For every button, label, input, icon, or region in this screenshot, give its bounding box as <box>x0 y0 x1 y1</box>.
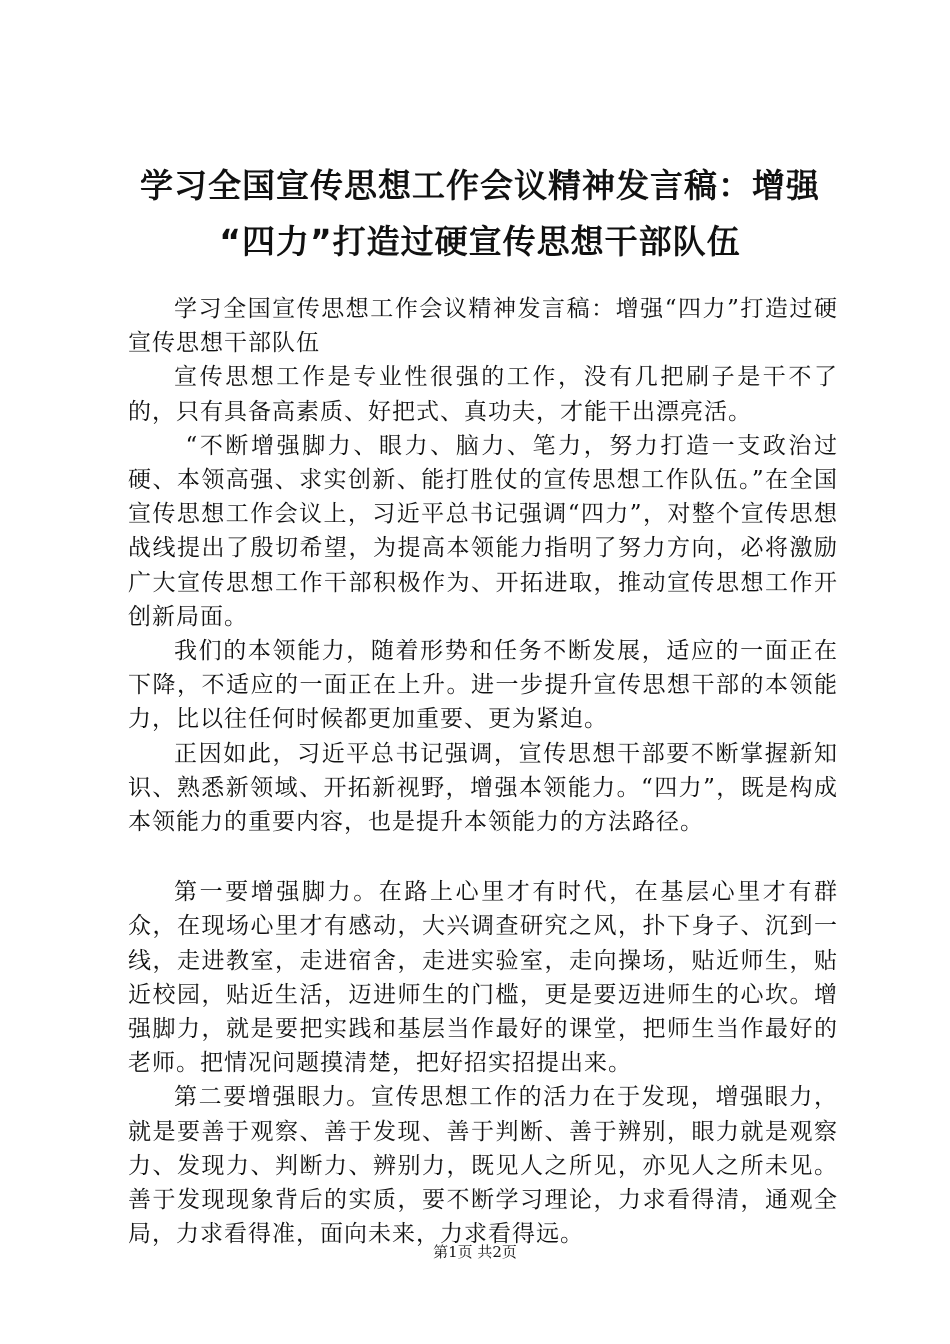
document-title <box>110 158 850 270</box>
title-line-1: 学习全国宣传思想工作会议精神发言稿：增强 <box>140 166 820 205</box>
paragraph-quote: “不断增强脚力、眼力、脑力、笔力，努力打造一支政治过硬、本领高强、求实创新、能打胜仗的宣传思想工作队伍。”在全国宣传思想工作会议上，习近平总书记强调“四力”，对整个宣传思想战线提出了殷切希望，为提高本领能力指明了努力方向，必将激励广大宣传思想工作干部积极作为、开拓进取，推动宣传思想工作开创新局面。 <box>128 432 838 630</box>
paragraph-eyesight: 第二要增强眼力。宣传思想工作的活力在于发现，增强眼力，就是要善于观察、善于发现、善于判断、善于辨别，眼力就是观察力、发现力、判断力、辨别力，既见人之所见，亦见人之所未见。善于发现现象背后的实质，要不断学习理论，力求看得清，通观全局，力求看得准，面向未来，力求看得远。 <box>128 1084 838 1248</box>
title-line-2: “四力”打造过硬宣传思想干部队伍 <box>219 222 741 261</box>
paragraph-heading-repeat: 学习全国宣传思想工作会议精神发言稿：增强“四力”打造过硬宣传思想干部队伍 <box>128 296 838 357</box>
paragraph-four-powers: 正因如此，习近平总书记强调，宣传思想干部要不断掌握新知识、熟悉新领域、开拓新视野，增强本领能力。“四力”，既是构成本领能力的重要内容，也是提升本领能力的方法路径。 <box>128 740 838 836</box>
paragraph-footwork: 第一要增强脚力。在路上心里才有时代，在基层心里才有群众，在现场心里才有感动，大兴调查研究之风，扑下身子、沉到一线，走进教室，走进宿舍，走进实验室，走向操场，贴近师生，贴近校园，贴近生活，迈进师生的门槛，更是要迈进师生的心坎。增强脚力，就是要把实践和基层当作最好的课堂，把师生当作最好的老师。把情况问题摸清楚，把好招实招提出来。 <box>128 879 838 1077</box>
paragraph-gap <box>128 839 838 875</box>
paragraph-ability: 我们的本领能力，随着形势和任务不断发展，适应的一面正在下降，不适应的一面正在上升。进一步提升宣传思想干部的本领能力，比以往任何时候都更加重要、更为紧迫。 <box>128 638 838 733</box>
page-number-footer: 第1页 共2页 <box>433 1243 517 1261</box>
paragraph-intro: 宣传思想工作是专业性很强的工作，没有几把刷子是干不了的，只有具备高素质、好把式、真功夫，才能干出漂亮活。 <box>128 364 838 425</box>
document-body <box>128 292 838 1251</box>
